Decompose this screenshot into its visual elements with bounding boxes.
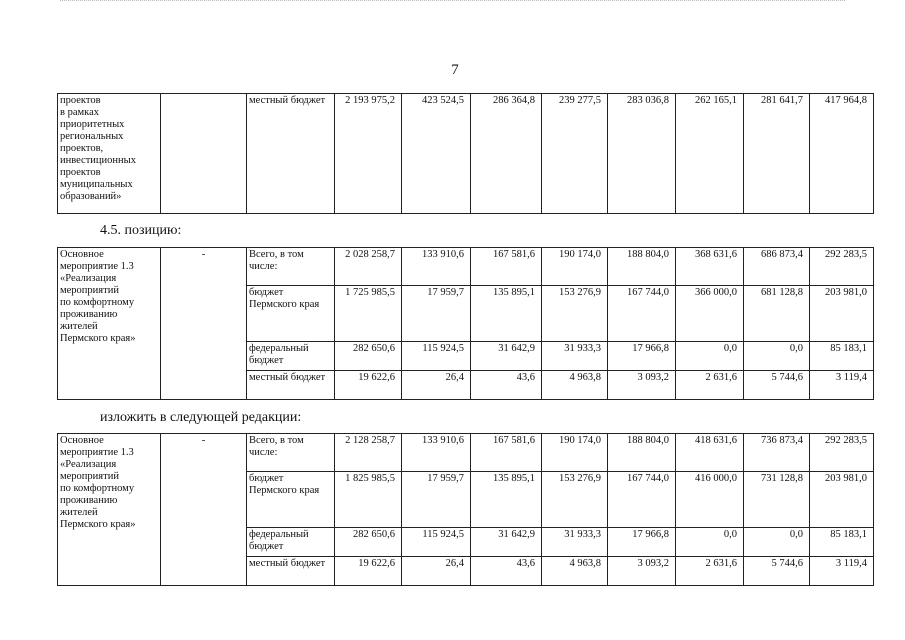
value-cell: 167 581,6 <box>471 248 542 286</box>
value-cell: 418 631,6 <box>676 434 744 472</box>
page-top-edge <box>60 0 845 2</box>
value-cell: 153 276,9 <box>542 472 608 528</box>
value-cell: 167 581,6 <box>471 434 542 472</box>
funding-source-cell: бюджет Пермского края <box>247 472 335 528</box>
dash-cell: - <box>161 434 247 586</box>
value-cell: 85 183,1 <box>810 342 874 371</box>
section-heading-new-version: изложить в следующей редакции: <box>100 410 302 425</box>
funding-source-cell: местный бюджет <box>247 94 335 214</box>
value-cell: 282 650,6 <box>335 528 402 557</box>
value-cell: 368 631,6 <box>676 248 744 286</box>
value-cell: 5 744,6 <box>744 371 810 400</box>
value-cell: 3 093,2 <box>608 371 676 400</box>
funding-source-cell: местный бюджет <box>247 557 335 586</box>
value-cell: 2 028 258,7 <box>335 248 402 286</box>
value-cell: 681 128,8 <box>744 286 810 342</box>
value-cell: 188 804,0 <box>608 434 676 472</box>
value-cell: 190 174,0 <box>542 248 608 286</box>
value-cell: 17 966,8 <box>608 342 676 371</box>
value-cell: 17 959,7 <box>402 472 471 528</box>
table-continuation <box>57 93 874 214</box>
value-cell: 17 966,8 <box>608 528 676 557</box>
value-cell: 0,0 <box>744 342 810 371</box>
value-cell: 133 910,6 <box>402 434 471 472</box>
value-cell: 4 963,8 <box>542 371 608 400</box>
value-cell: 26,4 <box>402 371 471 400</box>
section-heading-position: 4.5. позицию: <box>100 223 182 238</box>
value-cell: 282 650,6 <box>335 342 402 371</box>
value-cell: 366 000,0 <box>676 286 744 342</box>
funding-source-cell: Всего, в том числе: <box>247 248 335 286</box>
funding-source-cell: местный бюджет <box>247 371 335 400</box>
value-cell: 31 933,3 <box>542 342 608 371</box>
value-cell: 31 642,9 <box>471 528 542 557</box>
value-cell: 153 276,9 <box>542 286 608 342</box>
program-name-cell: Основное мероприятие 1.3 «Реализация мероприятий по комфортному проживанию жителей Пермского края» <box>58 434 161 586</box>
value-cell: 417 964,8 <box>810 94 874 214</box>
value-cell: 0,0 <box>676 528 744 557</box>
value-cell: 4 963,8 <box>542 557 608 586</box>
value-cell: 286 364,8 <box>471 94 542 214</box>
value-cell: 19 622,6 <box>335 557 402 586</box>
value-cell: 115 924,5 <box>402 528 471 557</box>
value-cell: 167 744,0 <box>608 472 676 528</box>
value-cell: 3 119,4 <box>810 557 874 586</box>
value-cell: 0,0 <box>676 342 744 371</box>
value-cell: 26,4 <box>402 557 471 586</box>
value-cell: 43,6 <box>471 371 542 400</box>
dash-cell: - <box>161 248 247 400</box>
page-number: 7 <box>451 62 459 78</box>
value-cell: 1 825 985,5 <box>335 472 402 528</box>
table-old-version <box>57 247 874 400</box>
value-cell: 262 165,1 <box>676 94 744 214</box>
value-cell: 135 895,1 <box>471 286 542 342</box>
value-cell: 19 622,6 <box>335 371 402 400</box>
value-cell: 17 959,7 <box>402 286 471 342</box>
funding-source-cell: бюджет Пермского края <box>247 286 335 342</box>
value-cell: 686 873,4 <box>744 248 810 286</box>
value-cell: 5 744,6 <box>744 557 810 586</box>
value-cell: 85 183,1 <box>810 528 874 557</box>
funding-source-cell: Всего, в том числе: <box>247 434 335 472</box>
program-name-cell: проектов в рамках приоритетных региональных проектов, инвестиционных проектов муниципальных образований» <box>58 94 161 214</box>
value-cell: 115 924,5 <box>402 342 471 371</box>
program-name-cell: Основное мероприятие 1.3 «Реализация мероприятий по комфортному проживанию жителей Пермского края» <box>58 248 161 400</box>
value-cell: 1 725 985,5 <box>335 286 402 342</box>
value-cell: 2 631,6 <box>676 557 744 586</box>
value-cell: 43,6 <box>471 557 542 586</box>
value-cell: 283 036,8 <box>608 94 676 214</box>
value-cell: 190 174,0 <box>542 434 608 472</box>
funding-source-cell: федеральный бюджет <box>247 528 335 557</box>
value-cell: 188 804,0 <box>608 248 676 286</box>
value-cell: 292 283,5 <box>810 434 874 472</box>
table-new-version <box>57 433 874 586</box>
value-cell: 736 873,4 <box>744 434 810 472</box>
value-cell: 133 910,6 <box>402 248 471 286</box>
value-cell: 2 193 975,2 <box>335 94 402 214</box>
value-cell: 3 119,4 <box>810 371 874 400</box>
value-cell: 423 524,5 <box>402 94 471 214</box>
value-cell: 0,0 <box>744 528 810 557</box>
value-cell: 31 642,9 <box>471 342 542 371</box>
value-cell: 239 277,5 <box>542 94 608 214</box>
value-cell: 203 981,0 <box>810 472 874 528</box>
value-cell: 731 128,8 <box>744 472 810 528</box>
value-cell: 203 981,0 <box>810 286 874 342</box>
value-cell: 2 631,6 <box>676 371 744 400</box>
value-cell: 281 641,7 <box>744 94 810 214</box>
value-cell: 292 283,5 <box>810 248 874 286</box>
value-cell: 135 895,1 <box>471 472 542 528</box>
value-cell: 31 933,3 <box>542 528 608 557</box>
value-cell: 167 744,0 <box>608 286 676 342</box>
value-cell: 2 128 258,7 <box>335 434 402 472</box>
value-cell: 416 000,0 <box>676 472 744 528</box>
value-cell: 3 093,2 <box>608 557 676 586</box>
empty-cell <box>161 94 247 214</box>
funding-source-cell: федеральный бюджет <box>247 342 335 371</box>
